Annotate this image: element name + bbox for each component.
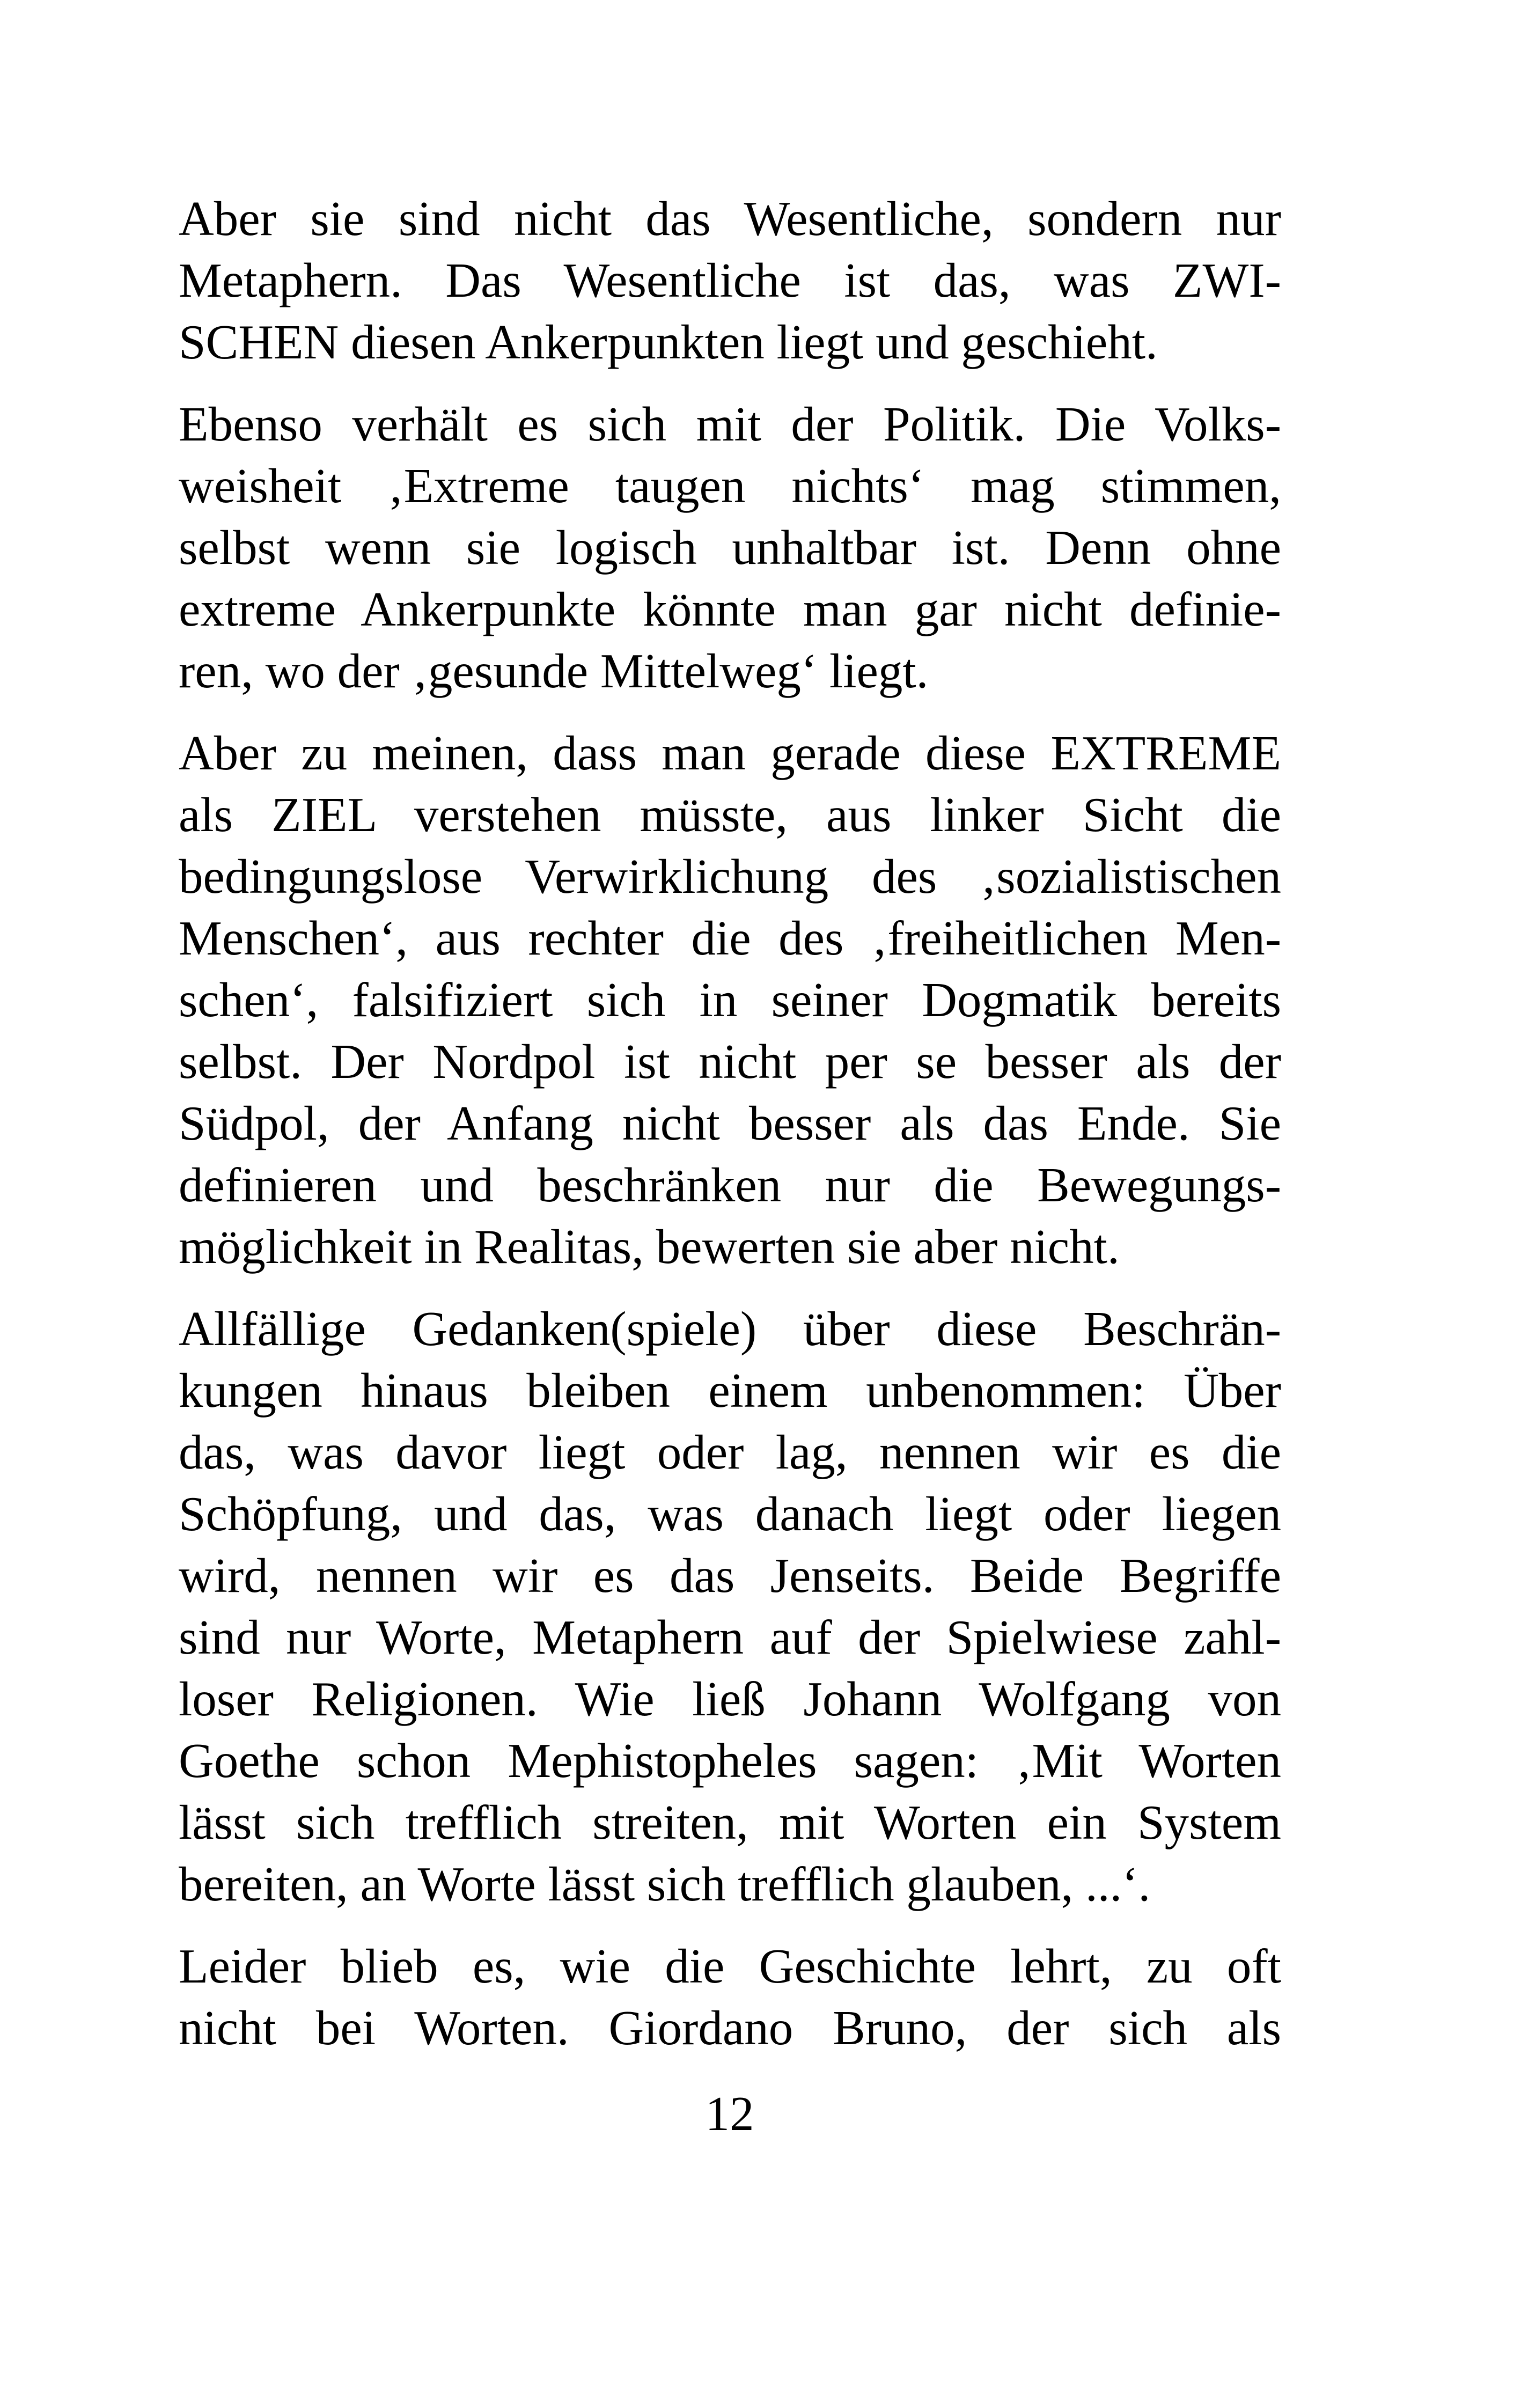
text-line: das, was davor liegt oder lag, nennen wir es die xyxy=(179,1425,1281,1479)
text-line: SCHEN diesen Ankerpunkten liegt und geschieht. xyxy=(179,315,1158,369)
text-line: selbst. Der Nordpol ist nicht per se besser als der xyxy=(179,1034,1281,1089)
text-line: kungen hinaus bleiben einem unbenommen: Über xyxy=(179,1363,1281,1418)
text-line: Aber sie sind nicht das Wesentliche, sondern nur xyxy=(179,192,1281,246)
text-line: als ZIEL verstehen müsste, aus linker Sicht die xyxy=(179,788,1281,842)
text-line: Aber zu meinen, dass man gerade diese EXTREME xyxy=(179,726,1281,780)
paragraph-3 xyxy=(179,722,1281,1278)
text-line: selbst wenn sie logisch unhaltbar ist. Denn ohne xyxy=(179,520,1281,575)
text-line: Schöpfung, und das, was danach liegt oder liegen xyxy=(179,1487,1281,1541)
text-line: Südpol, der Anfang nicht besser als das Ende. Sie xyxy=(179,1096,1281,1150)
text-line: Metaphern. Das Wesentliche ist das, was ZWI- xyxy=(179,253,1281,307)
text-line: extreme Ankerpunkte könnte man gar nicht definie- xyxy=(179,582,1281,636)
text-line: Leider blieb es, wie die Geschichte lehrt, zu oft xyxy=(179,1939,1281,1993)
text-line: Ebenso verhält es sich mit der Politik. Die Volks- xyxy=(179,397,1281,451)
text-line: weisheit ‚Extreme taugen nichts‘ mag stimmen, xyxy=(179,459,1281,513)
paragraph-4 xyxy=(179,1298,1281,1915)
text-line: Menschen‘, aus rechter die des ‚freiheitlichen Men- xyxy=(179,911,1281,965)
paragraph-1 xyxy=(179,188,1281,373)
paragraph-5 xyxy=(179,1935,1281,2059)
text-line: schen‘, falsifiziert sich in seiner Dogmatik bereits xyxy=(179,973,1281,1027)
text-line: ren, wo der ‚gesunde Mittelweg‘ liegt. xyxy=(179,644,929,698)
text-line: Allfällige Gedanken(spiele) über diese Beschrän- xyxy=(179,1302,1281,1356)
text-line: möglichkeit in Realitas, bewerten sie aber nicht. xyxy=(179,1220,1120,1274)
paragraph-2 xyxy=(179,393,1281,702)
text-line: sind nur Worte, Metaphern auf der Spielwiese zahl- xyxy=(179,1610,1281,1664)
text-line: loser Religionen. Wie ließ Johann Wolfgang von xyxy=(179,1672,1281,1726)
text-line: Goethe schon Mephistopheles sagen: ‚Mit Worten xyxy=(179,1734,1281,1788)
page-number: 12 xyxy=(705,2087,754,2141)
text-line: lässt sich trefflich streiten, mit Worten ein System xyxy=(179,1795,1281,1849)
text-line: bereiten, an Worte lässt sich trefflich glauben, ...‘. xyxy=(179,1857,1151,1911)
text-line: bedingungslose Verwirklichung des ‚sozialistischen xyxy=(179,849,1281,904)
text-line: wird, nennen wir es das Jenseits. Beide Begriffe xyxy=(179,1548,1281,1603)
text-line: definieren und beschränken nur die Bewegungs- xyxy=(179,1158,1281,1212)
body-text xyxy=(179,188,1281,2079)
text-line: nicht bei Worten. Giordano Bruno, der sich als xyxy=(179,2001,1281,2055)
